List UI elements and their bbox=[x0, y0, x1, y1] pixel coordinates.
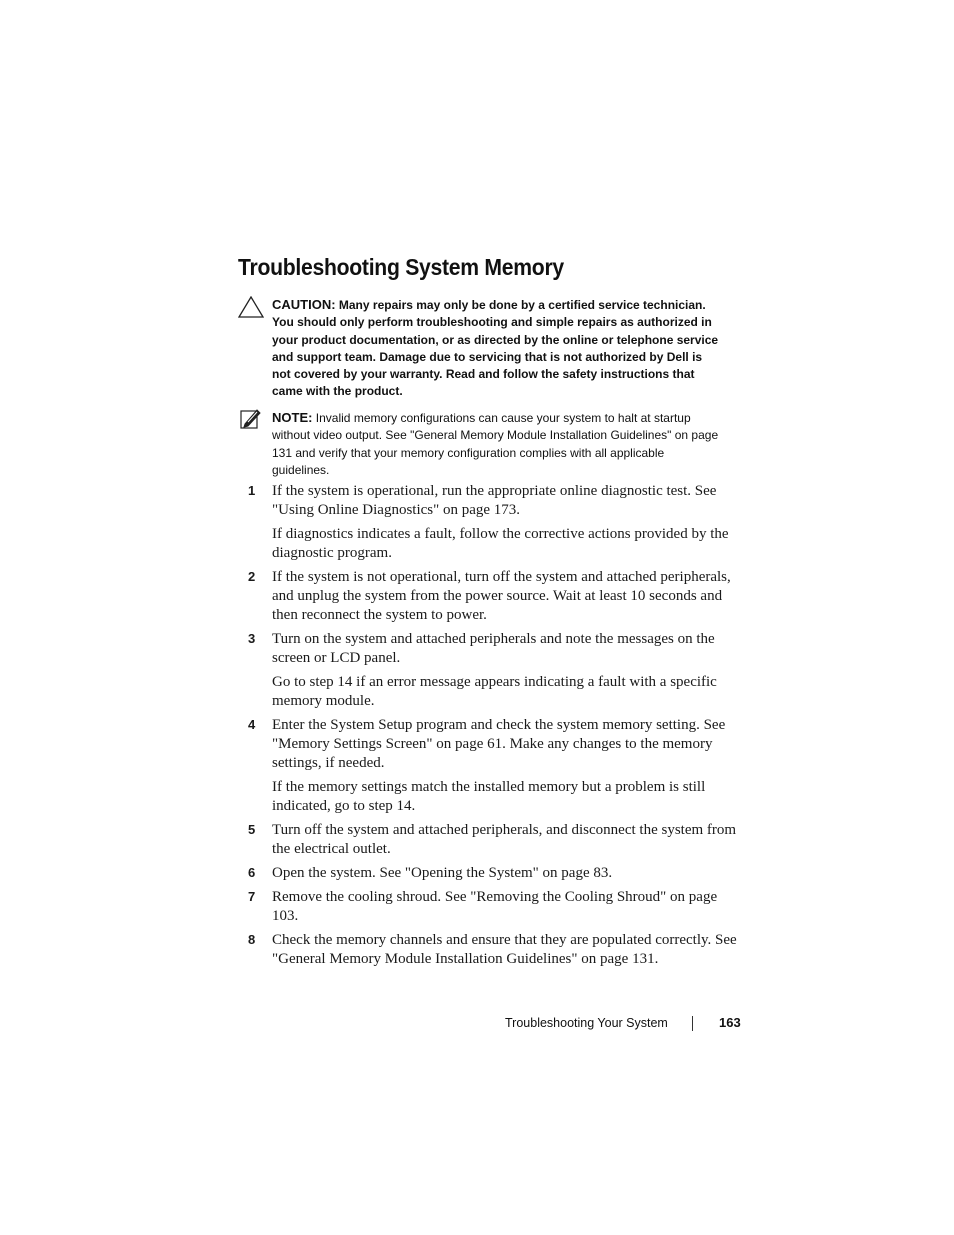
step-1 bbox=[248, 482, 738, 563]
step-number: 3 bbox=[248, 631, 256, 646]
page-title: Troubleshooting System Memory bbox=[238, 254, 564, 280]
footer-divider bbox=[692, 1016, 693, 1031]
footer-page-number: 163 bbox=[719, 1015, 741, 1030]
step-subtext: Go to step 14 if an error message appears indicating a fault with a specific memory module. bbox=[272, 674, 717, 709]
step-text: Turn on the system and attached peripherals and note the messages on the screen or LCD panel. bbox=[272, 631, 715, 666]
caution-triangle-icon bbox=[238, 296, 264, 318]
step-7 bbox=[248, 888, 738, 926]
step-text: If the system is not operational, turn off the system and attached peripherals, and unplug the system from the power source. Wait at least 10 seconds and then reconnect the system to power. bbox=[272, 569, 731, 623]
caution-text: Many repairs may only be done by a certified service technician. You should only perform troubleshooting and simple repairs as authorized in your product documentation, or as directed by the online or telephone service and support team. Damage due to servicing that is not authorized by Dell is not covered by your warranty. Read and follow the safety instructions that came with the product. bbox=[272, 298, 719, 399]
step-text: If the system is operational, run the appropriate online diagnostic test. See "Using Online Diagnostics" on page 173. bbox=[272, 483, 717, 518]
step-subtext: If diagnostics indicates a fault, follow the corrective actions provided by the diagnostic program. bbox=[272, 526, 729, 561]
step-text: Turn off the system and attached peripherals, and disconnect the system from the electrical outlet. bbox=[272, 822, 737, 857]
step-2 bbox=[248, 568, 738, 625]
step-8 bbox=[248, 931, 738, 969]
step-number: 2 bbox=[248, 569, 256, 584]
caution-notice bbox=[272, 296, 724, 401]
step-3 bbox=[248, 630, 738, 711]
step-text: Enter the System Setup program and check the system memory setting. See "Memory Settings Screen" on page 61. Make any changes to the memory settings, if needed. bbox=[272, 717, 726, 771]
note-notice bbox=[272, 409, 724, 479]
note-pencil-icon bbox=[240, 407, 262, 429]
step-number: 7 bbox=[248, 889, 256, 904]
step-number: 8 bbox=[248, 932, 256, 947]
note-text: Invalid memory configurations can cause your system to halt at startup without video output. See "General Memory Module Installation Guidelines" on page 131 and verify that your memory configuration complies with all applicable guidelines. bbox=[272, 411, 719, 477]
step-subtext: If the memory settings match the installed memory but a problem is still indicated, go to step 14. bbox=[272, 779, 706, 814]
footer-section-title: Troubleshooting Your System bbox=[505, 1016, 668, 1030]
step-text: Open the system. See "Opening the System" on page 83. bbox=[272, 865, 613, 881]
step-number: 5 bbox=[248, 822, 256, 837]
caution-label: CAUTION: bbox=[272, 297, 336, 312]
note-label: NOTE: bbox=[272, 410, 313, 425]
step-4 bbox=[248, 716, 738, 816]
step-6 bbox=[248, 864, 738, 883]
step-5 bbox=[248, 821, 738, 859]
step-text: Remove the cooling shroud. See "Removing the Cooling Shroud" on page 103. bbox=[272, 889, 718, 924]
step-number: 4 bbox=[248, 717, 256, 732]
step-text: Check the memory channels and ensure that they are populated correctly. See "General Memory Module Installation Guidelines" on page 131. bbox=[272, 932, 737, 967]
step-number: 1 bbox=[248, 483, 256, 498]
step-number: 6 bbox=[248, 865, 256, 880]
procedure-steps bbox=[248, 482, 738, 974]
